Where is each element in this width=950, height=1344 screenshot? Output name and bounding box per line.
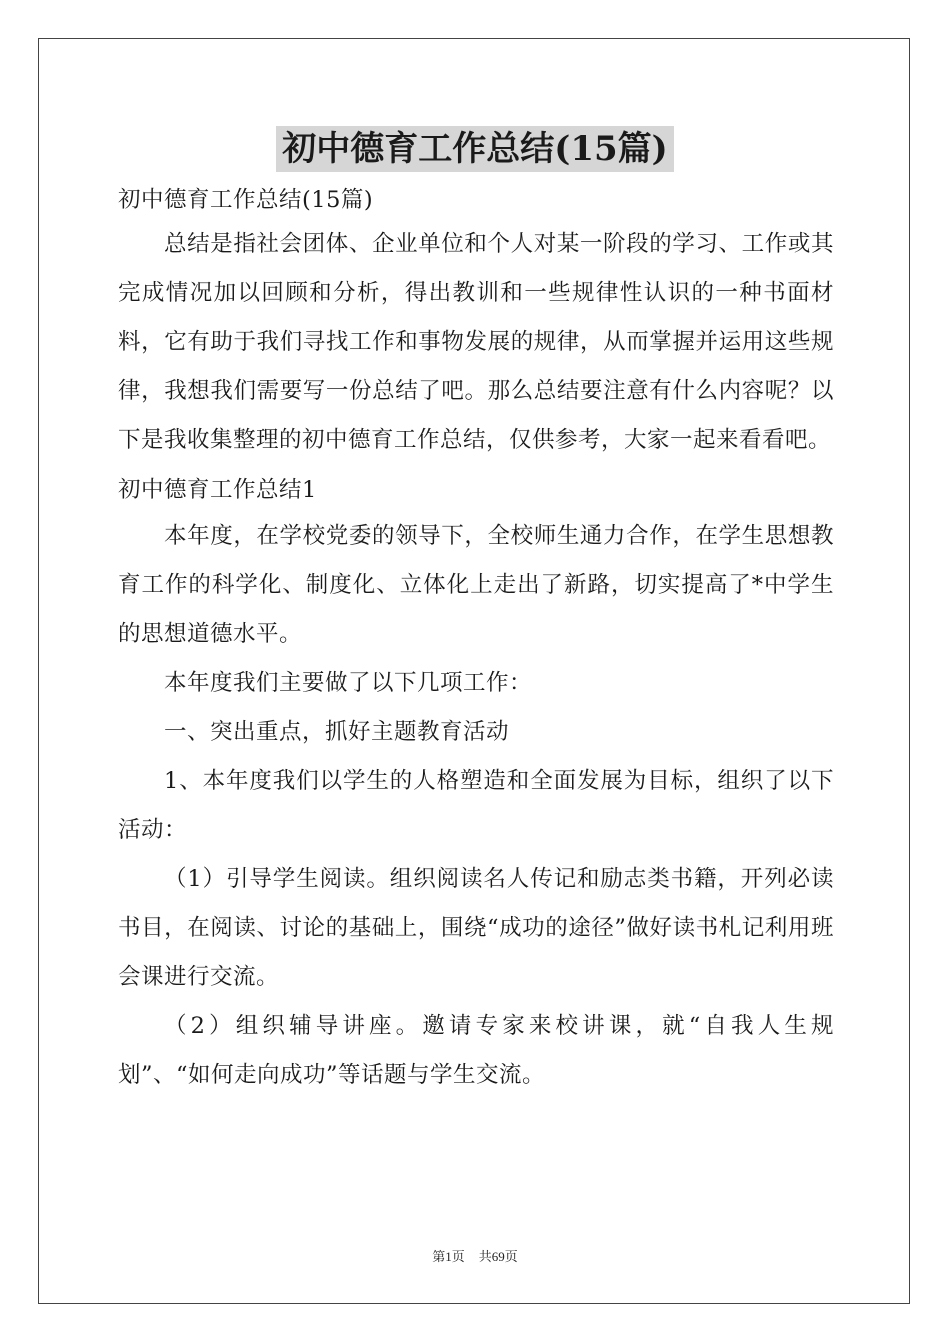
page-footer xyxy=(0,1246,950,1265)
intro-paragraph: 总结是指社会团体、企业单位和个人对某一阶段的学习、工作或其完成情况加以回顾和分析，得出教训和一些规律性认识的一种书面材料，它有助于我们寻找工作和事物发展的规律，从而掌握并运用这些规律，我想我们需要写一份总结了吧。那么总结要注意有什么内容呢？以下是我收集整理的初中德育工作总结，仅供参考，大家一起来看看吧。 xyxy=(118,231,834,453)
section-heading: 初中德育工作总结1 xyxy=(118,477,317,503)
page-number: 第1页 xyxy=(432,1249,465,1264)
body-paragraph: 本年度我们主要做了以下几项工作： xyxy=(164,670,533,696)
body-paragraph: 1、本年度我们以学生的人格塑造和全面发展为目标，组织了以下活动： xyxy=(118,768,834,843)
subtitle-line: 初中德育工作总结(15篇) xyxy=(118,187,374,213)
list-item: （1）引导学生阅读。组织阅读名人传记和励志类书籍，开列必读书目，在阅读、讨论的基础上，围绕“成功的途径”做好读书札记利用班会课进行交流。 xyxy=(118,866,834,990)
body-paragraph: 本年度，在学校党委的领导下，全校师生通力合作，在学生思想教育工作的科学化、制度化、立体化上走出了新路，切实提高了*中学生的思想道德水平。 xyxy=(118,523,834,647)
document-title: 初中德育工作总结(15篇) xyxy=(276,126,674,172)
list-item: （2）组织辅导讲座。邀请专家来校讲课，就“自我人生规划”、“如何走向成功”等话题与学生交流。 xyxy=(118,1013,834,1088)
title-container xyxy=(0,126,950,172)
subsection-heading: 一、突出重点，抓好主题教育活动 xyxy=(164,719,510,745)
page-total: 共69页 xyxy=(478,1249,518,1264)
document-body xyxy=(118,180,834,1100)
